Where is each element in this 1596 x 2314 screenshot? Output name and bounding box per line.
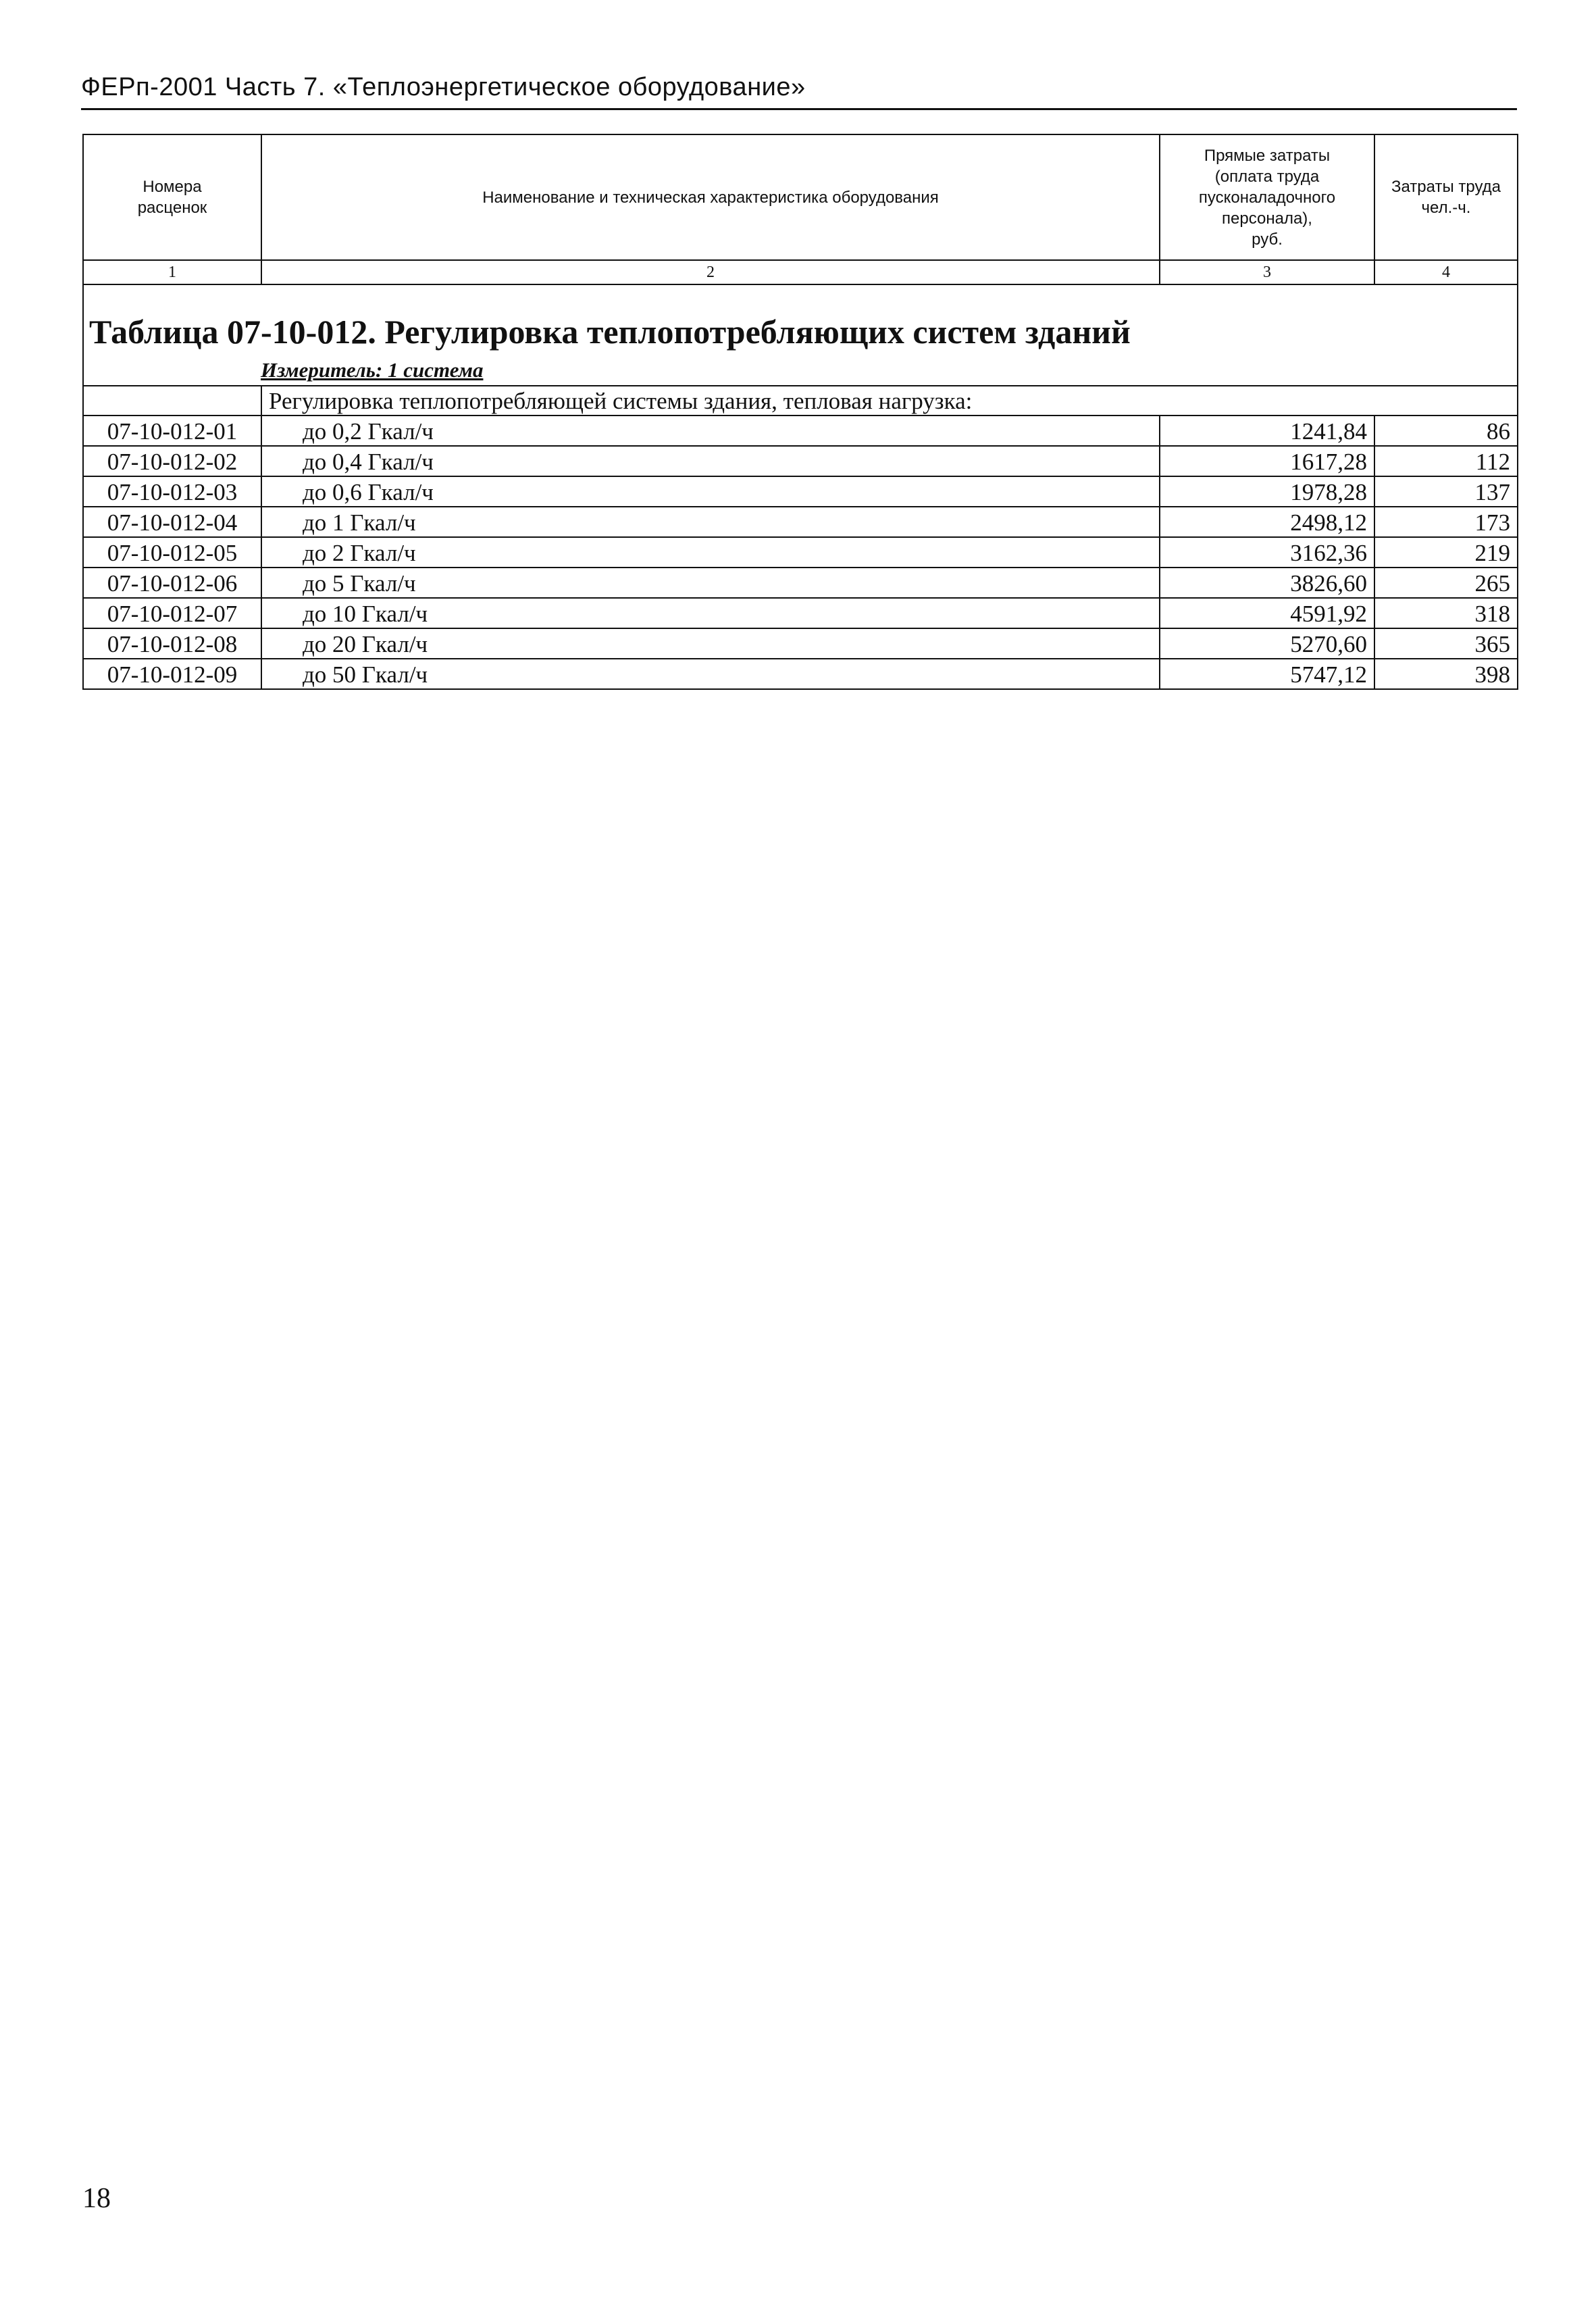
labor-cost: 318 [1374,598,1518,628]
column-number-row [83,260,1518,284]
equipment-name: до 10 Гкал/ч [261,598,1160,628]
group-description-row [83,386,1518,416]
labor-cost: 137 [1374,476,1518,507]
equipment-name: до 2 Гкал/ч [261,537,1160,568]
header-rate-numbers: Номера расценок [83,134,261,260]
labor-cost: 86 [1374,416,1518,446]
running-header: ФЕРп-2001 Часть 7. «Теплоэнергетическое оборудование» [81,73,806,101]
table-title-cell [83,284,1518,386]
column-number: 2 [261,260,1160,284]
rates-table [82,134,1518,690]
table-row [83,568,1518,598]
table-row [83,476,1518,507]
group-description: Регулировка теплопотребляющей системы здания, тепловая нагрузка: [261,386,1518,416]
header-labor-costs: Затраты труда чел.-ч. [1374,134,1518,260]
rates-body [83,416,1518,689]
rate-code: 07-10-012-06 [83,568,261,598]
equipment-name: до 1 Гкал/ч [261,507,1160,537]
table-title-row [83,284,1518,386]
direct-cost: 3826,60 [1160,568,1374,598]
header-direct-costs: Прямые затраты (оплата труда пусконаладочного персонала), руб. [1160,134,1374,260]
equipment-name: до 20 Гкал/ч [261,628,1160,659]
table-header-row [83,134,1518,260]
rate-code: 07-10-012-07 [83,598,261,628]
equipment-name: до 5 Гкал/ч [261,568,1160,598]
table-row [83,628,1518,659]
column-number: 1 [83,260,261,284]
column-number: 3 [1160,260,1374,284]
labor-cost: 398 [1374,659,1518,689]
labor-cost: 219 [1374,537,1518,568]
rate-code: 07-10-012-01 [83,416,261,446]
direct-cost: 5747,12 [1160,659,1374,689]
direct-cost: 3162,36 [1160,537,1374,568]
table-row [83,659,1518,689]
rate-code: 07-10-012-03 [83,476,261,507]
header-rule [81,108,1517,110]
rate-code: 07-10-012-09 [83,659,261,689]
equipment-name: до 0,2 Гкал/ч [261,416,1160,446]
equipment-name: до 0,6 Гкал/ч [261,476,1160,507]
table-row [83,446,1518,476]
direct-cost: 4591,92 [1160,598,1374,628]
page-number: 18 [82,2183,111,2214]
meter-line [84,358,1517,385]
rate-code: 07-10-012-08 [83,628,261,659]
direct-cost: 2498,12 [1160,507,1374,537]
meter-label: Измеритель: 1 система [261,358,484,382]
rate-code: 07-10-012-05 [83,537,261,568]
labor-cost: 112 [1374,446,1518,476]
labor-cost: 173 [1374,507,1518,537]
equipment-name: до 50 Гкал/ч [261,659,1160,689]
direct-cost: 1241,84 [1160,416,1374,446]
table-row [83,416,1518,446]
table-row [83,598,1518,628]
direct-cost: 1617,28 [1160,446,1374,476]
empty-cell [83,386,261,416]
table-row [83,537,1518,568]
header-equipment-name: Наименование и техническая характеристика оборудования [261,134,1160,260]
direct-cost: 5270,60 [1160,628,1374,659]
rate-code: 07-10-012-02 [83,446,261,476]
labor-cost: 265 [1374,568,1518,598]
equipment-name: до 0,4 Гкал/ч [261,446,1160,476]
direct-cost: 1978,28 [1160,476,1374,507]
labor-cost: 365 [1374,628,1518,659]
column-number: 4 [1374,260,1518,284]
table-row [83,507,1518,537]
rate-code: 07-10-012-04 [83,507,261,537]
table-title: Таблица 07-10-012. Регулировка теплопотребляющих систем зданий [89,313,1131,351]
